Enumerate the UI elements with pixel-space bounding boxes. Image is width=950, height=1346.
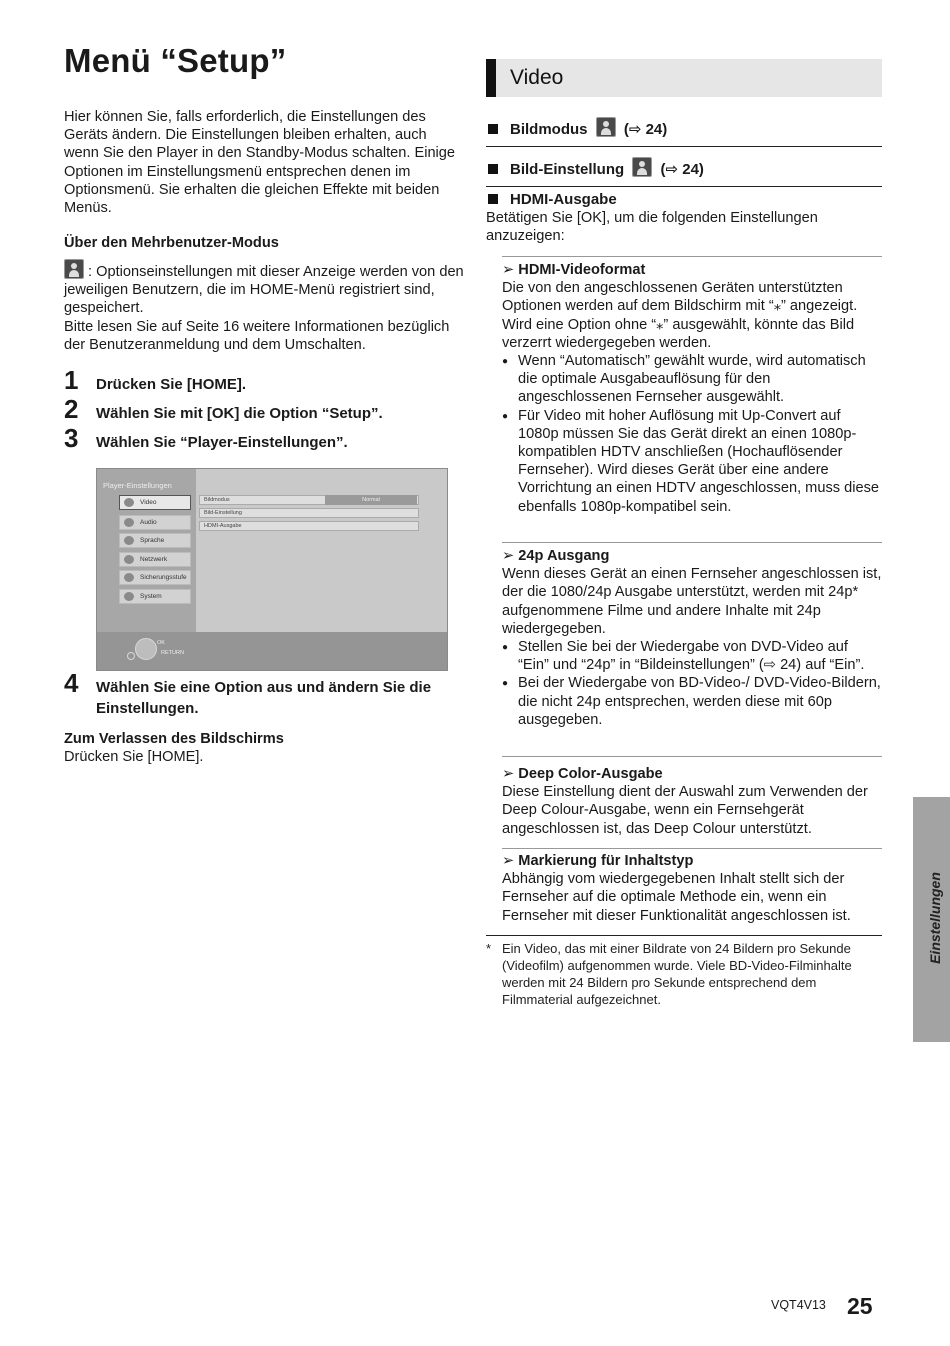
subsection-text: Wenn dieses Gerät an einen Fernseher angeschlossen ist, der die 1080/24p Ausgabe unterstützt, werden mit 24p* aufgenommene Filme und andere Inhalte mit 24p wiedergegeben. <box>502 566 882 637</box>
menu-item-audio: Audio <box>119 515 191 530</box>
subsection-text: Die von den angeschlossenen Geräten unterstützten Optionen werden auf dem Bildschirm mit “⁎” angezeigt. Wird eine Option ohne “⁎” ausgewählt, könnte das Bild verzerrt wiedergegeben werden. <box>502 280 858 351</box>
subsection-videoformat <box>502 261 882 516</box>
step-4 <box>64 668 464 719</box>
subsection-text: Diese Einstellung dient der Auswahl zum Verwenden der Deep Colour-Ausgabe, wenn ein Fernsehgerät angeschlossen ist, das Deep Colour unterstützt. <box>502 784 868 837</box>
subsection-content-type <box>502 852 882 925</box>
step-text: Wählen Sie “Player-Einstellungen”. <box>96 434 348 451</box>
subsection-heading: ➢ 24p Ausgang <box>502 548 610 564</box>
option-hdmi-ausgabe: HDMI-Ausgabe <box>199 521 419 531</box>
chapter-tab-label: Einstellungen <box>927 872 943 964</box>
subsection-24p <box>502 547 882 729</box>
bullet-item: ● Stellen Sie bei der Wiedergabe von DVD-Video auf “Ein” und “24p” in “Bildeinstellungen” (⇨ 24) auf “Ein”. <box>502 639 865 674</box>
divider <box>486 935 882 936</box>
divider <box>502 542 882 543</box>
step-2 <box>64 394 383 425</box>
bullet-icon: ● <box>502 642 509 654</box>
arrow-icon: ➢ <box>502 262 519 278</box>
document-code: VQT4V13 <box>771 1298 826 1312</box>
divider <box>502 256 882 257</box>
bullet-item: ● Wenn “Automatisch” gewählt wurde, wird automatisch die optimale Ausgabeauflösung für den angeschlossenen Fernseher ausgewählt. <box>502 353 866 406</box>
arrow-icon: ➢ <box>502 853 519 869</box>
section-marker <box>486 59 496 97</box>
multiuser-heading: Über den Mehrbenutzer-Modus <box>64 235 279 251</box>
menu-item-sicherungsstufe: Sicherungsstufe <box>119 570 191 585</box>
step-3 <box>64 423 348 454</box>
subsection-heading: ➢ Markierung für Inhaltstyp <box>502 853 694 869</box>
audio-icon <box>124 518 134 527</box>
step-1 <box>64 365 246 396</box>
square-bullet-icon <box>488 164 498 174</box>
dpad-icon <box>135 638 157 660</box>
lock-icon <box>124 573 134 582</box>
step-number: 2 <box>64 394 79 424</box>
menu-item-sprache: Sprache <box>119 533 191 548</box>
hdmi-text: Betätigen Sie [OK], um die folgenden Einstellungen anzuzeigen: <box>486 210 818 245</box>
arrow-icon: ➢ <box>502 766 519 782</box>
section-title: Video <box>510 66 564 89</box>
multiuser-text-2: Bitte lesen Sie auf Seite 16 weitere Informationen bezüglich der Benutzeranmeldung und dem Umschalten. <box>64 318 450 353</box>
menu-item-netzwerk: Netzwerk <box>119 552 191 567</box>
footer-ok: OK <box>157 640 165 646</box>
square-bullet-icon <box>488 194 498 204</box>
bullet-item: ● Für Video mit hoher Auflösung mit Up-Convert auf 1080p müssen Sie das Gerät direkt an einen 1080p-kompatiblen HDTV anschließen (Hochauflösender Fernseher). Wird dieses Gerät über eine andere Vorrichtung an einen HDTV angeschlossen, muss diese ebenfalls 1080p-kompatibel sein. <box>502 407 879 515</box>
subsection-deep-color <box>502 765 882 838</box>
step-text: Drücken Sie [HOME]. <box>96 376 247 393</box>
menu-sidebar <box>97 469 196 632</box>
step-text: Wählen Sie eine Option aus und ändern Sie die Einstellungen. <box>96 679 432 717</box>
bullet-icon: ● <box>502 356 509 368</box>
page-reference: (⇨ 24) <box>660 161 704 178</box>
step-number: 1 <box>64 365 79 395</box>
divider <box>486 186 882 187</box>
option-value: Normal <box>325 495 417 505</box>
bullet-icon: ● <box>502 410 509 422</box>
video-icon <box>124 498 134 507</box>
network-icon <box>124 555 134 564</box>
footnote: Ein Video, das mit einer Bildrate von 24 Bildern pro Sekunde (Videofilm) aufgenommen wurde. Viele BD-Video-Filminhalte werden mit 24 Bildern pro Sekunde entsprechend dem Filmmaterial aufgezeichnet. <box>502 941 852 1007</box>
page-reference: (⇨ 24) <box>623 121 668 138</box>
multiuser-paragraph <box>64 259 464 354</box>
square-bullet-icon <box>488 124 498 134</box>
section-header <box>486 59 882 97</box>
screen-footer <box>97 632 447 670</box>
step-text: Wählen Sie mit [OK] die Option “Setup”. <box>96 405 383 422</box>
bullet-icon: ● <box>502 678 509 690</box>
page-title: Menü “Setup” <box>64 42 287 79</box>
option-bildmodus: Bildmodus <box>199 495 419 505</box>
item-hdmi-ausgabe: HDMI-Ausgabe <box>488 191 617 208</box>
screen-header: Player-Einstellungen <box>103 481 172 490</box>
subsection-heading: ➢ HDMI-Videoformat <box>502 262 646 278</box>
subsection-text: Abhängig vom wiedergegebenen Inhalt stellt sich der Fernseher auf die optimale Methode ein, wenn ein Fernseher mit dieser Funktionalität angeschlossen ist. <box>502 871 851 924</box>
user-icon <box>596 117 616 137</box>
bullet-item: ● Bei der Wiedergabe von BD-Video-/ DVD-Video-Bildern, die nicht 24p entsprechen, werden diese mit 60p ausgegeben. <box>502 675 881 728</box>
subsection-heading: ➢ Deep Color-Ausgabe <box>502 766 663 782</box>
menu-item-system: System <box>119 589 191 604</box>
user-icon <box>632 157 652 177</box>
option-bild-einstellung: Bild-Einstellung <box>199 508 419 518</box>
divider <box>502 848 882 849</box>
return-icon <box>127 652 135 660</box>
exit-heading: Zum Verlassen des Bildschirms <box>64 731 284 747</box>
exit-text: Drücken Sie [HOME]. <box>64 749 204 765</box>
intro-paragraph: Hier können Sie, falls erforderlich, die Einstellungen des Geräts ändern. Die Einstellungen bleiben erhalten, auch wenn Sie den Player in den Standby-Modus schalten. Einige Optionen im Einstellungsmenü entsprechen denen im Optionsmenü. Sie erhalten die gleichen Effekte mit beiden Menüs. <box>64 109 456 217</box>
system-icon <box>124 592 134 601</box>
menu-item-video: Video <box>119 495 191 510</box>
multiuser-text: : Optionseinstellungen mit dieser Anzeige werden von den jeweiligen Benutzern, die im HOME-Menü registriert sind, gespeichert. <box>64 264 464 317</box>
page-number: 25 <box>847 1293 873 1319</box>
footer-return: RETURN <box>161 650 184 656</box>
arrow-icon: ➢ <box>502 548 519 564</box>
footnote-mark: * <box>486 941 492 956</box>
setup-screen-illustration <box>96 468 448 671</box>
divider <box>502 756 882 757</box>
item-bild-einstellung: Bild-Einstellung (⇨ 24) <box>488 157 704 178</box>
step-number: 3 <box>64 423 79 453</box>
divider <box>486 146 882 147</box>
language-icon <box>124 536 134 545</box>
user-icon <box>64 259 84 279</box>
item-bildmodus: Bildmodus (⇨ 24) <box>488 117 667 138</box>
step-number: 4 <box>64 668 79 698</box>
